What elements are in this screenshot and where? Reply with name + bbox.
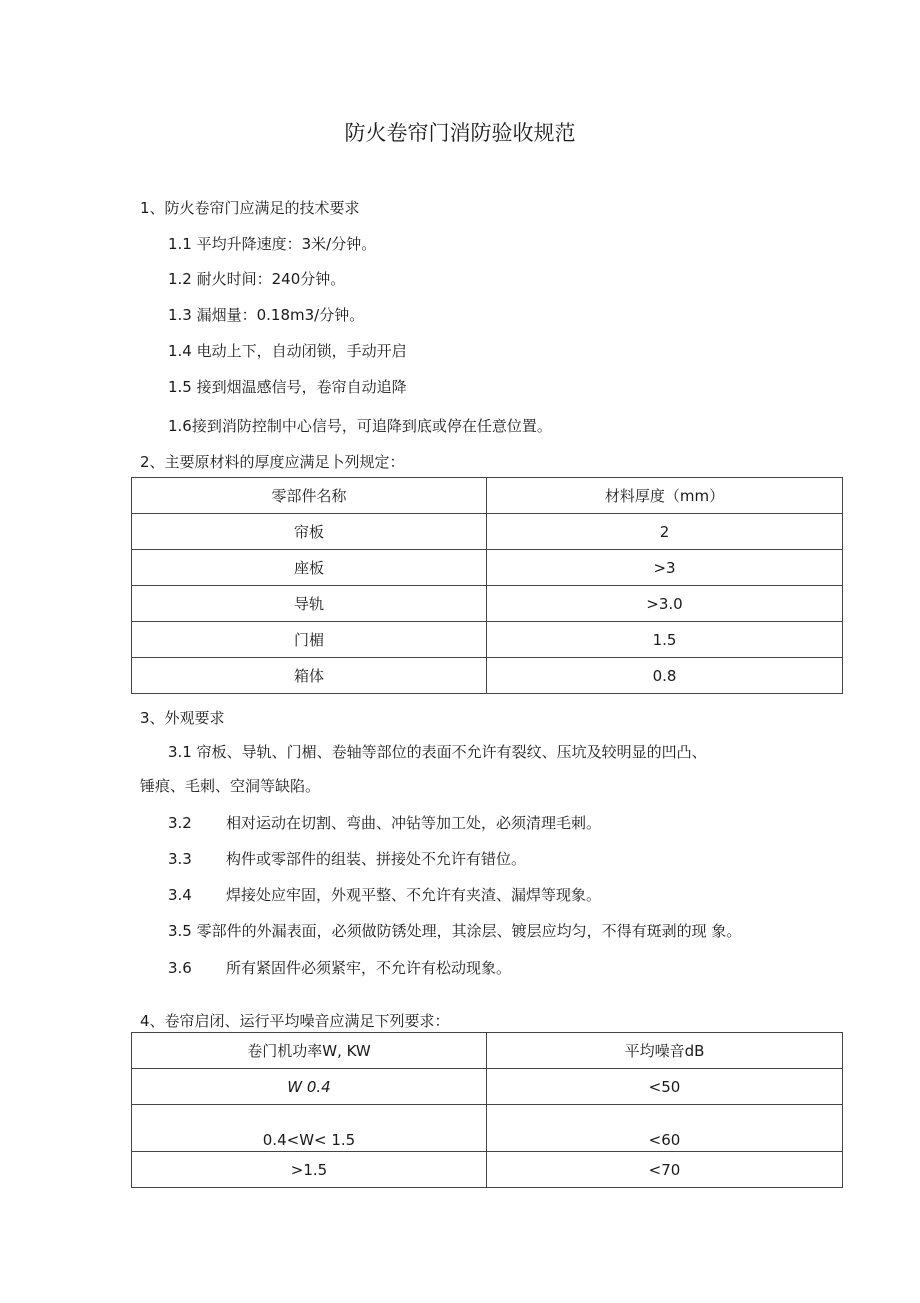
item-text: 构件或零部件的组装、拼接处不允许有错位。 [226,850,527,868]
table-header-row [132,1033,843,1069]
s3-item-5: 3.5 零部件的外漏表面，必须做防锈处理，其涂层、镀层应均匀，不得有斑剥的现 象。 [168,922,742,940]
table-cell: <50 [487,1069,843,1105]
table-row [132,1069,843,1105]
s3-item-3 [168,848,526,869]
section-4-heading: 4、卷帘启闭、运行平均噪音应满足下列要求： [140,1012,450,1030]
table-cell: 导轨 [132,586,487,622]
table-cell: 箱体 [132,658,487,694]
table-row [132,622,843,658]
s3-item-1-line-1: 3.1 帘板、导轨、门楣、卷轴等部位的表面不允许有裂纹、压坑及较明显的凹凸、 [168,743,707,761]
table-row [132,658,843,694]
item-number: 3.2 [168,814,192,832]
table-cell: <70 [487,1152,843,1188]
s1-item-6: 1.6接到消防控制中心信号，可追降到底或停在任意位置。 [168,417,552,435]
s1-item-5: 1.5 接到烟温感信号，卷帘自动追降 [168,378,407,396]
noise-table [131,1032,843,1188]
s3-item-1-line-2: 锤痕、毛刺、空洞等缺陷。 [140,777,321,795]
table-cell: >3 [487,550,843,586]
item-number: 3.6 [168,959,192,977]
section-3-heading: 3、外观要求 [140,709,225,727]
s3-item-4 [168,884,601,905]
materials-table [131,477,843,694]
item-text: 所有紧固件必须紧牢，不允许有松动现象。 [226,959,512,977]
item-number: 3.3 [168,850,192,868]
table-cell: 0.8 [487,658,843,694]
table-cell: >3.0 [487,586,843,622]
table-cell: >1.5 [132,1152,487,1188]
section-2-heading: 2、主要原材料的厚度应满足卜列规定： [140,453,405,471]
table-row [132,586,843,622]
item-text: 焊接处应牢固，外观平整、不允许有夹渣、漏焊等现象。 [226,886,602,904]
table-row [132,550,843,586]
s1-item-1: 1.1 平均升降速度：3米/分钟。 [168,235,377,253]
table-cell: W 0.4 [132,1069,487,1105]
table-cell: 座板 [132,550,487,586]
table-cell: 门楣 [132,622,487,658]
table-row [132,1152,843,1188]
table-cell: <60 [487,1105,843,1152]
item-text: 相对运动在切割、弯曲、冲钻等加工处，必须清理毛刺。 [226,814,602,832]
s1-item-4: 1.4 电动上下，自动闭锁，手动开启 [168,342,407,360]
s1-item-3: 1.3 漏烟量：0.18m3/分钟。 [168,306,365,324]
table-cell: 帘板 [132,514,487,550]
table-cell: 1.5 [487,622,843,658]
item-number: 3.4 [168,886,192,904]
table-row [132,1105,843,1152]
table-cell: 2 [487,514,843,550]
s3-item-2 [168,812,601,833]
s1-item-2: 1.2 耐火时间：240分钟。 [168,270,346,288]
table-row [132,514,843,550]
table-cell: 0.4<W< 1.5 [132,1105,487,1152]
table-header-cell: 材料厚度（mm） [487,478,843,514]
s3-item-6 [168,957,511,978]
table-header-cell: 平均噪音dB [487,1033,843,1069]
page-title: 防火卷帘门消防验收规范 [344,121,576,145]
section-1-heading: 1、防火卷帘门应满足的技术要求 [140,199,360,217]
table-header-row [132,478,843,514]
table-header-cell: 卷门机功率W, KW [132,1033,487,1069]
table-header-cell: 零部件名称 [132,478,487,514]
